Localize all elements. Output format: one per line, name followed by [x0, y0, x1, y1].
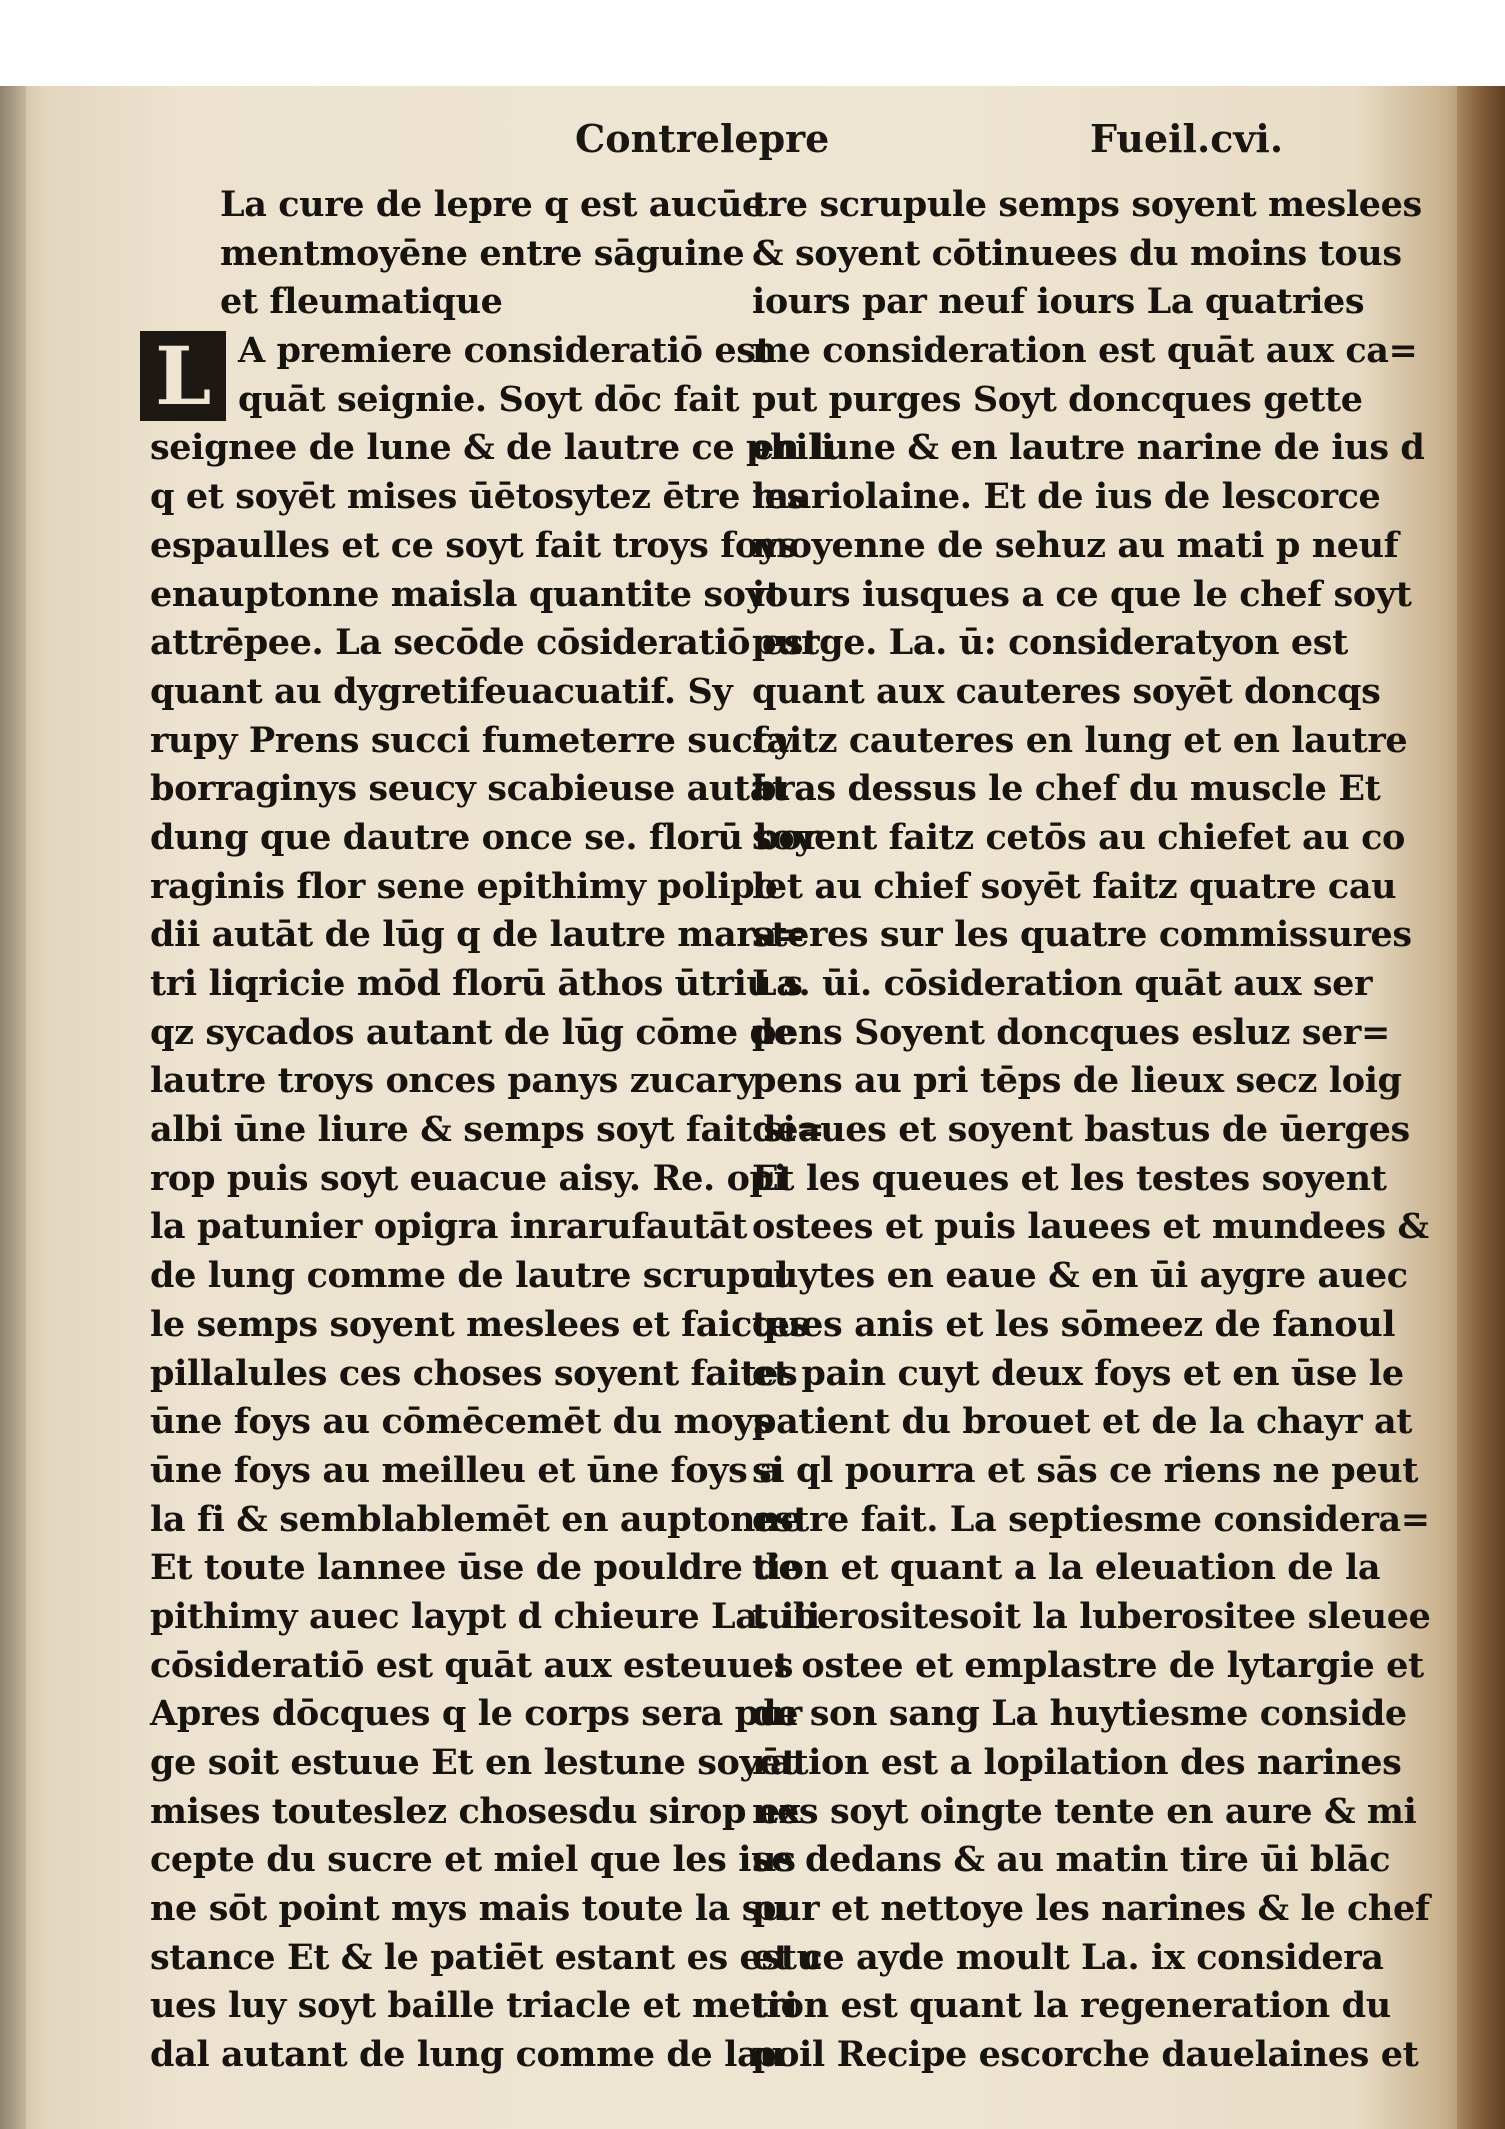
text-line: cōsideratiō est quāt aux esteuues: [150, 1644, 794, 1686]
text-line: la patunier opigra inrarufautāt: [150, 1206, 747, 1248]
text-line: quāt seignie. Soyt dōc fait: [238, 378, 740, 420]
text-line: ne sōt point mys mais toute la su: [150, 1888, 787, 1930]
text-line: pur et nettoye les narines & le chef: [752, 1888, 1430, 1930]
facing-page-edge: [0, 86, 26, 2129]
text-line: deaues et soyent bastus de ūerges: [752, 1109, 1410, 1151]
text-line: A premiere consideratiō est: [238, 330, 772, 372]
text-line: pillalules ces choses soyent faites: [150, 1352, 798, 1394]
text-line: dii autāt de lūg q de lautre mara=: [150, 914, 806, 956]
text-line: poil Recipe escorche dauelaines et: [752, 2034, 1419, 2076]
text-line: pens Soyent doncques esluz ser=: [752, 1011, 1390, 1053]
text-line: seignee de lune & de lautre ce phili: [150, 427, 834, 469]
running-head-title: Contrelepre: [575, 116, 830, 161]
text-line: let au chief soyēt faitz quatre cau: [752, 865, 1397, 907]
right-text-column: [752, 181, 1431, 2080]
text-line: patient du brouet et de la chayr at: [752, 1401, 1413, 1443]
text-line: de lung comme de lautre scrupul: [150, 1255, 789, 1297]
text-line: borraginys seucy scabieuse autāt: [150, 768, 788, 810]
text-line: la fi & semblablemēt en auptonne: [150, 1498, 802, 1540]
text-line: estre fait. La septiesme considera=: [752, 1498, 1430, 1540]
text-line: iours par neuf iours La quatries: [752, 281, 1365, 323]
text-line: Et les queues et les testes soyent: [752, 1157, 1387, 1199]
text-line: bras dessus le chef du muscle Et: [752, 768, 1381, 810]
text-line: en lune & en lautre narine de ius d: [752, 427, 1425, 469]
text-line: rop puis soyt euacue aisy. Re. opi: [150, 1157, 787, 1199]
text-line: ues luy soyt baille triacle et metri: [150, 1985, 798, 2027]
text-line: cepte du sucre et miel que les ius: [150, 1839, 796, 1881]
text-line: enauptonne maisla quantite soyt: [150, 573, 782, 615]
text-line: lautre troys onces panys zucary: [150, 1060, 756, 1102]
text-line: rupy Prens succi fumeterre succy: [150, 719, 794, 761]
text-line: le semps soyent meslees et faictes: [150, 1303, 809, 1345]
text-line: soyent faitz cetōs au chiefet au co: [752, 816, 1405, 858]
text-line: tri liqricie mōd florū āthos ūtriu s: [150, 963, 803, 1004]
text-line: raginis flor sene epithimy polipo: [150, 865, 778, 907]
text-line: ration est a lopilation des narines: [752, 1742, 1402, 1783]
text-line: pens au pri tēps de lieux secz loig: [752, 1060, 1402, 1102]
text-line: si ql pourra et sās ce riens ne peut: [752, 1449, 1418, 1491]
text-line: stance Et & le patiēt estant es estu: [150, 1936, 822, 1978]
text-line: attrēpee. La secōde cōsideratiō est: [150, 622, 819, 664]
text-line: ques anis et les sōmeez de fanoul: [752, 1303, 1396, 1345]
text-line: put purges Soyt doncques gette: [752, 378, 1363, 420]
text-line: et ostee et emplastre de lytargie et: [752, 1644, 1424, 1686]
text-line: nes soyt oingte tente en aure & mi: [752, 1790, 1417, 1832]
text-line: tion est quant la regeneration du: [752, 1985, 1391, 2027]
text-line: et ce ayde moult La. ix considera: [752, 1936, 1384, 1978]
text-line: moyenne de sehuz au mati p neuf: [752, 524, 1399, 566]
text-line: ge soit estuue Et en lestune soyēt: [150, 1742, 798, 1783]
text-line: de son sang La huytiesme conside: [752, 1693, 1407, 1735]
folio-number: Fueil.cvi.: [1090, 116, 1284, 161]
text-line: La cure de lepre q est aucūe: [220, 184, 764, 225]
book-page: [0, 86, 1505, 2129]
initial-block: [150, 327, 772, 424]
text-line: quant aux cauteres soyēt doncqs: [752, 670, 1381, 712]
text-line: dal autant de lung comme de lau: [150, 2034, 785, 2076]
text-line: tion et quant a la eleuation de la: [752, 1547, 1381, 1589]
text-line: tre scrupule semps soyent meslees: [752, 184, 1422, 225]
text-line: La. ūi. cōsideration quāt aux ser: [752, 963, 1373, 1004]
text-line: qz sycados autant de lūg cōme de: [150, 1011, 796, 1053]
page-fore-edge: [1457, 86, 1505, 2129]
text-line: & soyent cōtinuees du moins tous: [752, 232, 1402, 274]
text-line: se dedans & au matin tire ūi blāc: [752, 1839, 1391, 1881]
text-line: tuberositesoit la luberositee sleuee: [752, 1595, 1431, 1637]
left-text-column: [150, 181, 834, 2080]
text-line: espaulles et ce soyt fait troys foys: [150, 524, 798, 566]
text-line: ūne foys au meilleu et ūne foys a: [150, 1449, 782, 1491]
text-line: faitz cauteres en lung et en lautre: [752, 719, 1408, 761]
text-line: cuytes en eaue & en ūi aygre auec: [752, 1255, 1408, 1297]
text-line: dung que dautre once se. florū bor: [150, 816, 820, 858]
text-line: mentmoyēne entre sāguine: [220, 232, 745, 274]
text-line: pithimy auec laypt d chieure La. iii: [150, 1595, 820, 1637]
text-line: steres sur les quatre commissures: [752, 914, 1412, 956]
text-line: q et soyēt mises ūētosytez ētre les: [150, 476, 806, 518]
drop-capital: L: [140, 331, 226, 421]
text-line: purge. La. ū: consideratyon est: [752, 622, 1348, 664]
text-line: Et toute lannee ūse de pouldre de: [150, 1547, 801, 1589]
text-line: mises touteslez chosesdu sirop ex: [150, 1790, 801, 1832]
text-line: Apres dōcques q le corps sera pur: [150, 1693, 802, 1735]
text-line: et fleumatique: [220, 281, 503, 323]
text-line: iours iusques a ce que le chef soyt: [752, 573, 1412, 615]
text-line: ostees et puis lauees et mundees &: [752, 1206, 1429, 1248]
text-line: quant au dygretifeuacuatif. Sy: [150, 670, 733, 712]
text-line: albi ūne liure & semps soyt fait si=: [150, 1109, 825, 1151]
text-line: me consideration est quāt aux ca=: [752, 330, 1418, 372]
text-line: mariolaine. Et de ius de lescorce: [752, 476, 1381, 518]
text-line: et pain cuyt deux foys et en ūse le: [752, 1352, 1404, 1394]
text-line: ūne foys au cōmēcemēt du moys: [150, 1401, 773, 1443]
